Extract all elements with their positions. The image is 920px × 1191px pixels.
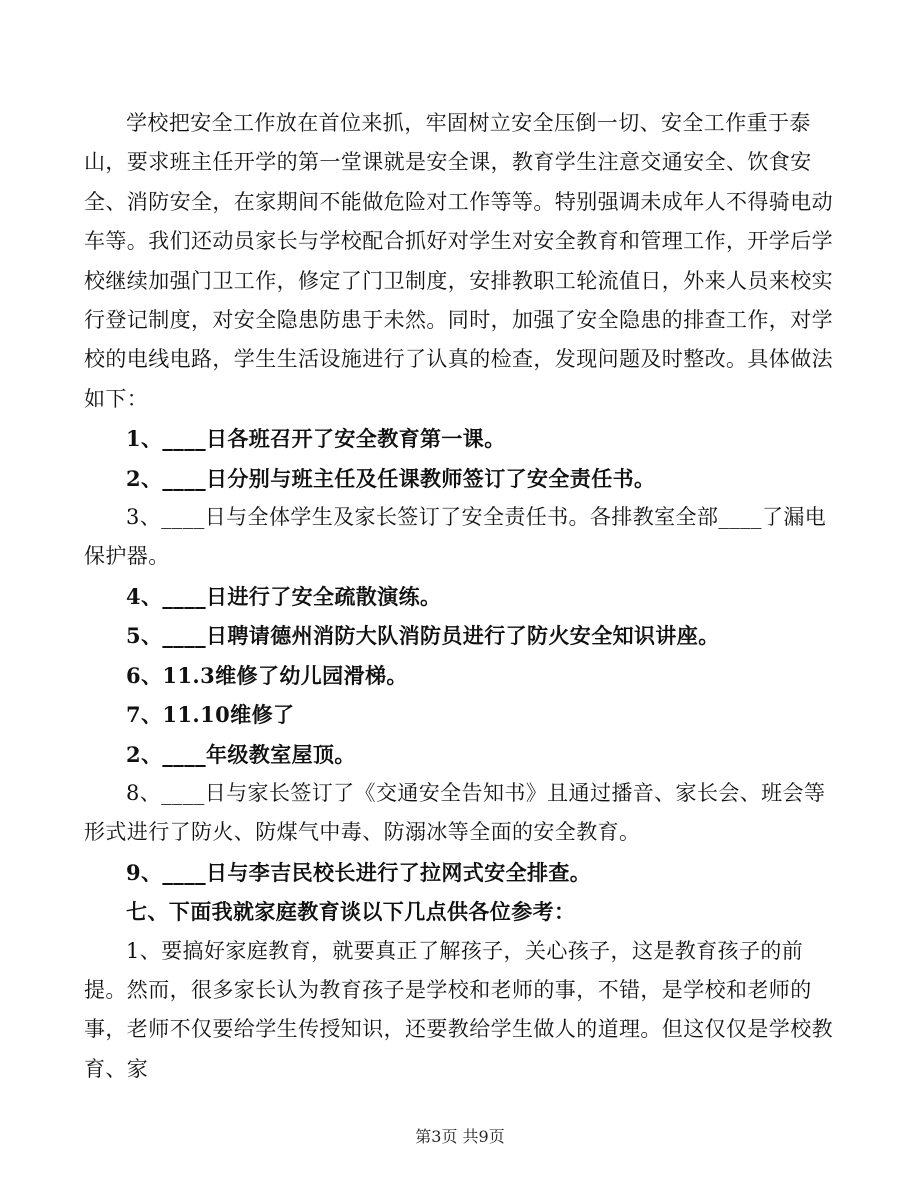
- list-item: 1、____日各班召开了安全教育第一课。: [126, 426, 506, 452]
- document-body: [84, 104, 836, 1089]
- list-item: 5、____日聘请德州消防大队消防员进行了防火安全知识讲座。: [126, 623, 720, 649]
- list-item: 3、____日与全体学生及家长签订了安全责任书。各排教室全部____了漏电保护器。: [84, 505, 827, 569]
- list-item: 6、11.3维修了幼儿园滑梯。: [126, 662, 408, 688]
- page-indicator: 第3页 共9页: [415, 1127, 505, 1146]
- list-item: 8、____日与家长签订了《交通安全告知书》且通过播音、家长会、班会等形式进行了防火、防煤气中毒、防溺冰等全面的安全教育。: [84, 780, 826, 845]
- list-item: 2、____日分别与班主任及任课教师签订了安全责任书。: [126, 465, 656, 491]
- intro-paragraph: 学校把安全工作放在首位来抓，牢固树立安全压倒一切、安全工作重于泰山，要求班主任开学的第一堂课就是安全课，教育学生注意交通安全、饮食安全、消防安全，在家期间不能做危险对工作等等。特别强调未成年人不得骑电动车等。我们还动员家长与学校配合抓好对学生对安全教育和管理工作，开学后学校继续加强门卫工作，修定了门卫制度，安排教职工轮流值日，外来人员来校实行登记制度，对安全隐患防患于未然。同时，加强了安全隐患的排查工作，对学校的电线电路，学生生活设施进行了认真的检查，发现问题及时整改。具体做法如下：: [84, 111, 833, 411]
- closing-paragraph: 1、要搞好家庭教育，就要真正了解孩子，关心孩子，这是教育孩子的前提。然而，很多家长认为教育孩子是学校和老师的事，不错，是学校和老师的事，老师不仅要给学生传授知识，还要教给学生做人的道理。但这仅仅是学校教育、家: [84, 938, 833, 1081]
- list-item: 9、____日与李吉民校长进行了拉网式安全排查。: [126, 859, 592, 885]
- list-item: 7、11.10维修了: [126, 702, 295, 728]
- list-item: 4、____日进行了安全疏散演练。: [126, 583, 442, 609]
- section-heading: 七、下面我就家庭教育谈以下几点供各位参考：: [126, 899, 576, 925]
- list-item: 2、____年级教室屋顶。: [126, 741, 356, 767]
